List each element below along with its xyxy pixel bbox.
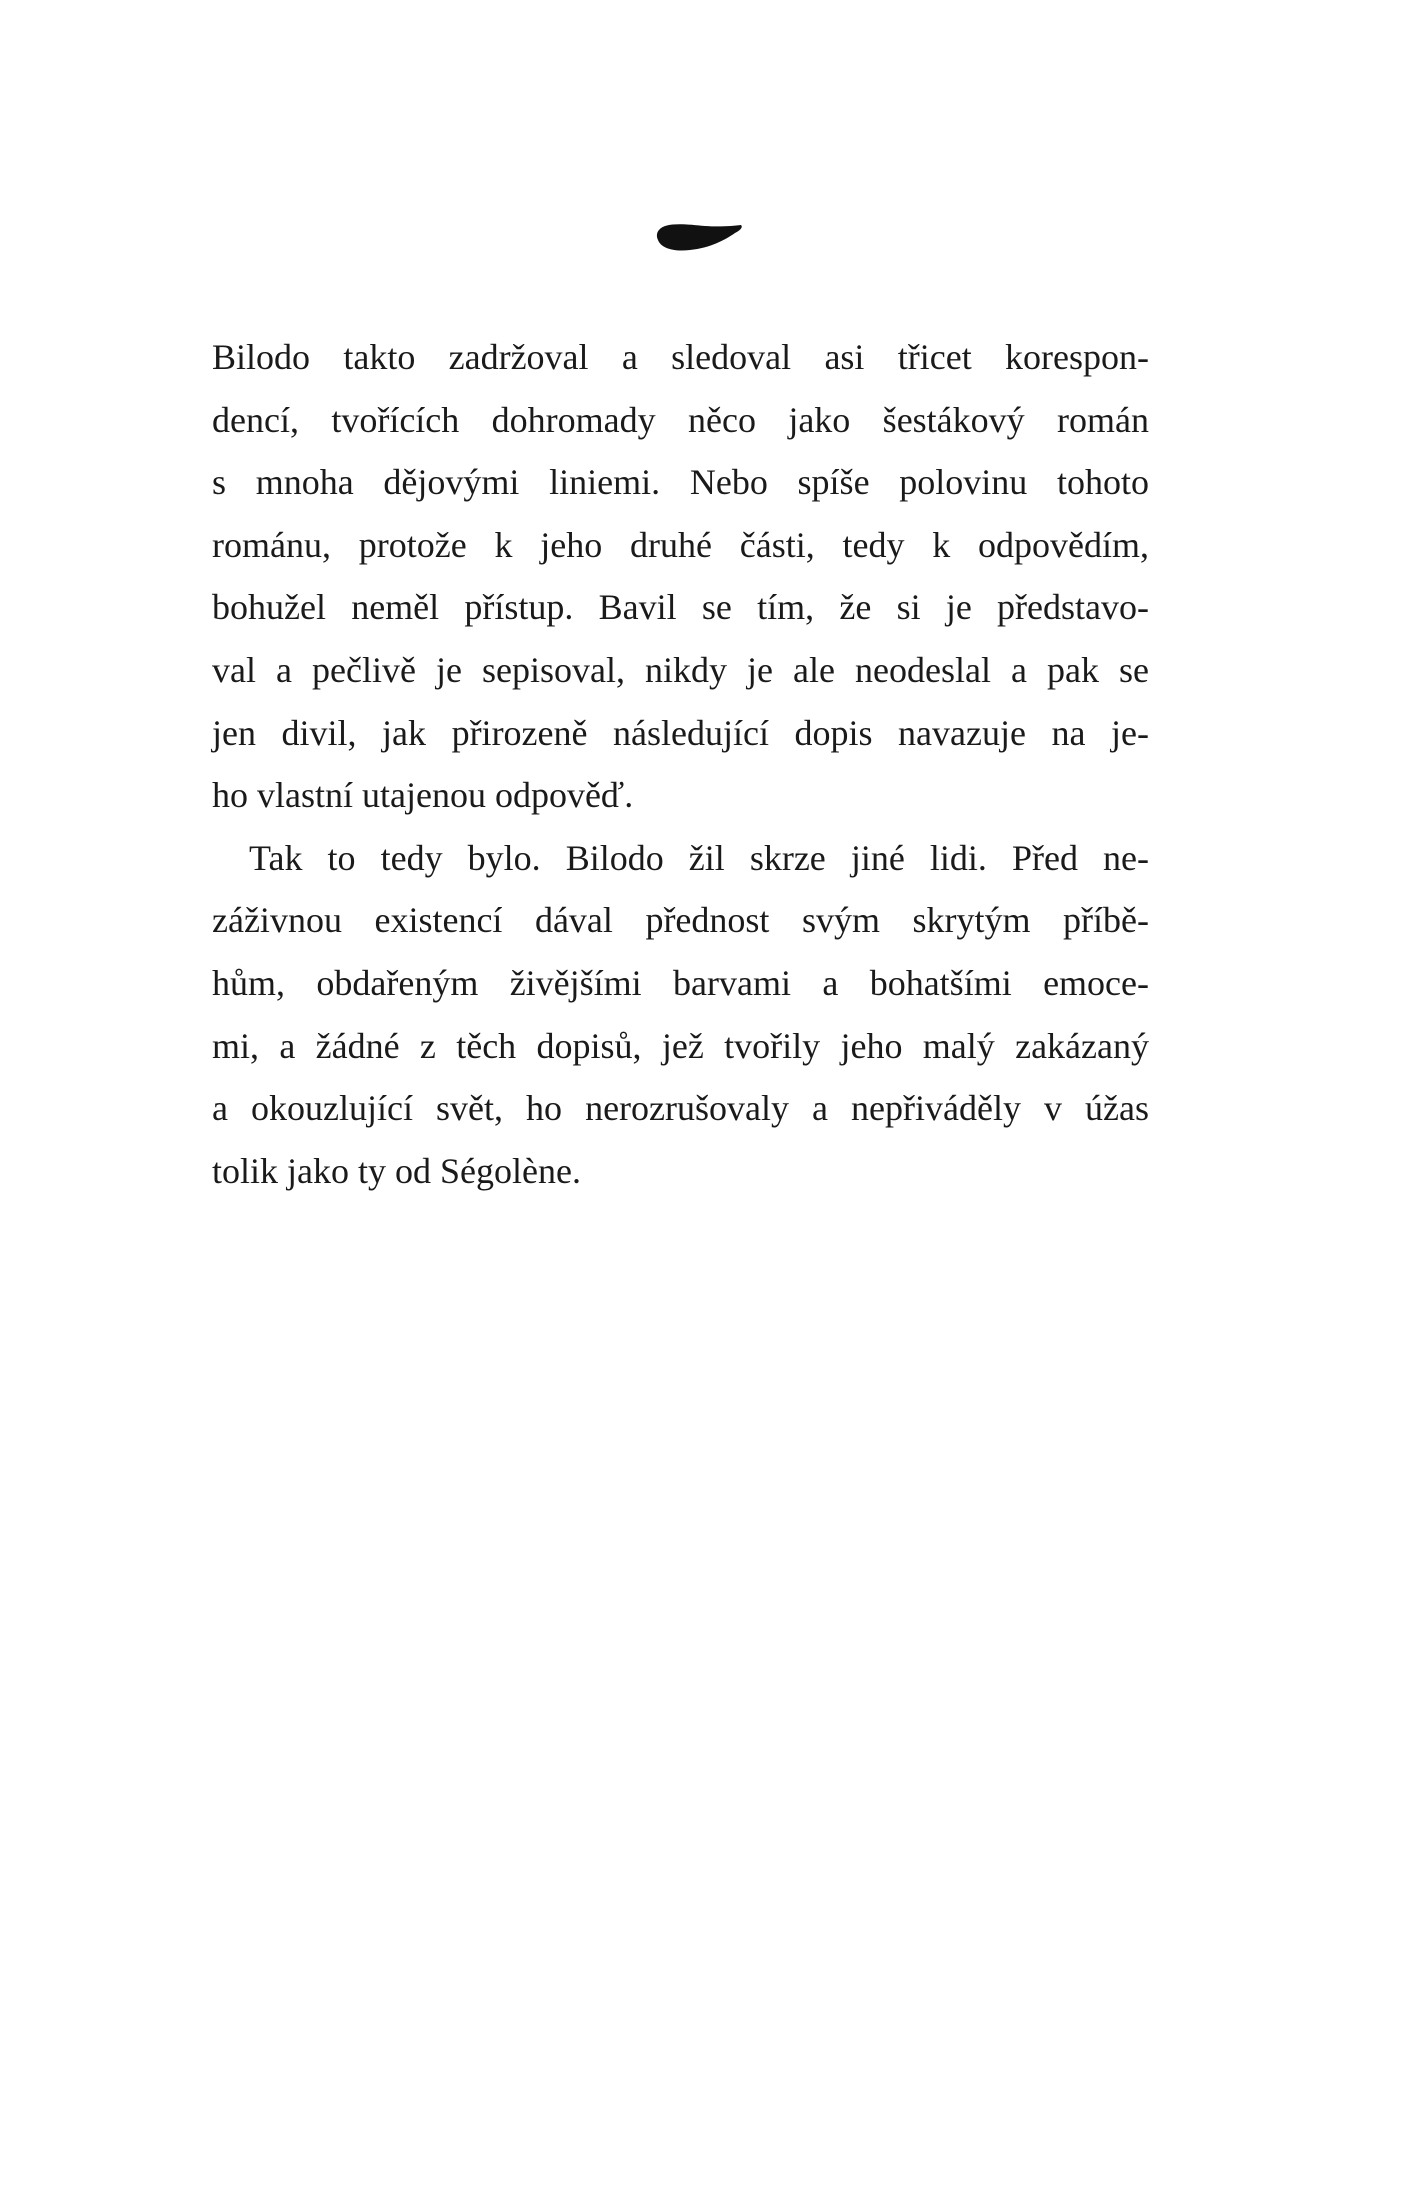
text-line: románu, protože k jeho druhé části, tedy k odpovědím, [212, 524, 1149, 565]
paragraph-1 [212, 326, 1149, 827]
text-line: bohužel neměl přístup. Bavil se tím, že si je představo- [212, 587, 1149, 628]
text-line: Bilodo takto zadržoval a sledoval asi třicet korespon- [212, 337, 1149, 377]
text-line: jen divil, jak přirozeně následující dopis navazuje na je- [212, 712, 1149, 753]
text-line: mi, a žádné z těch dopisů, jež tvořily jeho malý zakázaný [212, 1025, 1149, 1066]
paragraph-2 [212, 827, 1149, 1203]
text-line: val a pečlivě je sepisoval, nikdy je ale neodeslal a pak se [212, 649, 1149, 690]
text-line: a okouzlující svět, ho nerozrušovaly a nepřiváděly v úžas [212, 1088, 1149, 1129]
text-line: s mnoha dějovými liniemi. Nebo spíše polovinu tohoto [212, 462, 1149, 503]
text-line: Tak to tedy bylo. Bilodo žil skrze jiné lidi. Před ne- [249, 837, 1149, 878]
text-line: záživnou existencí dával přednost svým skrytým příbě- [212, 900, 1149, 941]
text-line: dencí, tvořících dohromady něco jako šestákový román [212, 399, 1149, 440]
body-text [212, 326, 1149, 1202]
text-line: ho vlastní utajenou odpověď. [212, 775, 634, 816]
text-line: hům, obdařeným živějšími barvami a bohatšími emoce- [212, 962, 1149, 1003]
brush-stroke-ornament [655, 218, 745, 254]
text-line: tolik jako ty od Ségolène. [212, 1150, 581, 1191]
